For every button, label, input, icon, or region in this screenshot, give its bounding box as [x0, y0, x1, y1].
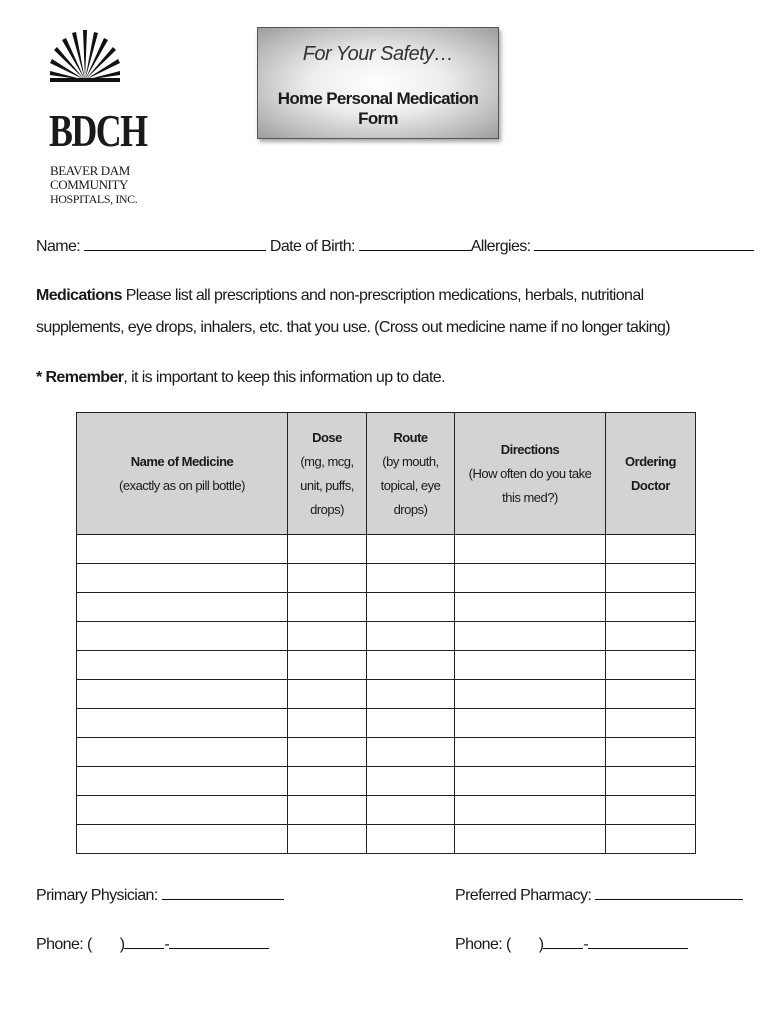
cell-dose[interactable]	[288, 564, 367, 593]
allergies-label: Allergies:	[470, 238, 531, 255]
hospital-logo	[48, 28, 147, 206]
name-field[interactable]	[84, 236, 266, 251]
table-row	[77, 593, 696, 622]
table-row	[77, 535, 696, 564]
dob-field[interactable]	[359, 236, 471, 251]
cell-route[interactable]	[367, 564, 455, 593]
table-row	[77, 651, 696, 680]
pharmacy-phone-prefix-field[interactable]	[543, 934, 583, 949]
form-title: Home Personal Medication Form	[277, 89, 479, 128]
cell-route[interactable]	[367, 796, 455, 825]
medications-text: Please list all prescriptions and non-prescription medications, herbals, nutritional supplements, eye drops, inhalers, etc. that you use. (Cross out medicine name if no longer taking)	[36, 287, 671, 336]
cell-dose[interactable]	[288, 767, 367, 796]
patient-info-line	[36, 236, 754, 256]
cell-dose[interactable]	[288, 796, 367, 825]
name-label: Name:	[36, 238, 81, 255]
cell-route[interactable]	[367, 535, 455, 564]
remember-heading: * Remember	[36, 369, 124, 386]
cell-name[interactable]	[77, 709, 288, 738]
physician-phone-prefix-field[interactable]	[124, 934, 164, 949]
header-name-of-medicine: Name of Medicine (exactly as on pill bottle)	[77, 413, 288, 535]
remember-note	[36, 362, 726, 394]
cell-name[interactable]	[77, 593, 288, 622]
table-header-row	[77, 413, 696, 535]
preferred-pharmacy-label: Preferred Pharmacy:	[455, 887, 592, 904]
cell-directions[interactable]	[455, 767, 606, 796]
cell-dose[interactable]	[288, 535, 367, 564]
pharmacy-phone-label: Phone: (	[455, 936, 511, 953]
physician-phone-number-field[interactable]	[169, 934, 269, 949]
cell-name[interactable]	[77, 796, 288, 825]
header-dose: Dose (mg, mcg, unit, puffs, drops)	[288, 413, 367, 535]
cell-name[interactable]	[77, 535, 288, 564]
table-row	[77, 738, 696, 767]
cell-directions[interactable]	[455, 564, 606, 593]
medications-instructions	[36, 280, 726, 344]
physician-phone-line: Phone: ( ) -	[36, 934, 269, 954]
remember-text: , it is important to keep this information up to date.	[123, 369, 445, 386]
primary-physician-line	[36, 885, 284, 905]
table-row	[77, 796, 696, 825]
cell-doctor[interactable]	[606, 593, 696, 622]
cell-route[interactable]	[367, 709, 455, 738]
cell-doctor[interactable]	[606, 622, 696, 651]
cell-doctor[interactable]	[606, 680, 696, 709]
header-directions: Directions (How often do you take this med?)	[455, 413, 606, 535]
header-ordering-doctor: Ordering Doctor	[606, 413, 696, 535]
preferred-pharmacy-line	[455, 885, 743, 905]
cell-directions[interactable]	[455, 651, 606, 680]
cell-dose[interactable]	[288, 738, 367, 767]
cell-directions[interactable]	[455, 680, 606, 709]
cell-route[interactable]	[367, 825, 455, 854]
logo-mark: BDCH	[49, 105, 147, 156]
primary-physician-label: Primary Physician:	[36, 887, 158, 904]
cell-dose[interactable]	[288, 593, 367, 622]
cell-directions[interactable]	[455, 825, 606, 854]
pharmacy-phone-line: Phone: ( ) -	[455, 934, 688, 954]
cell-doctor[interactable]	[606, 738, 696, 767]
cell-doctor[interactable]	[606, 564, 696, 593]
table-row	[77, 680, 696, 709]
cell-route[interactable]	[367, 651, 455, 680]
header-route: Route (by mouth, topical, eye drops)	[367, 413, 455, 535]
pharmacy-phone-number-field[interactable]	[588, 934, 688, 949]
dob-label: Date of Birth:	[269, 238, 355, 255]
primary-physician-field[interactable]	[162, 885, 284, 900]
cell-name[interactable]	[77, 767, 288, 796]
title-tagline: For Your Safety…	[302, 43, 454, 65]
table-row	[77, 825, 696, 854]
cell-directions[interactable]	[455, 535, 606, 564]
cell-dose[interactable]	[288, 709, 367, 738]
medications-heading: Medications	[36, 287, 122, 304]
cell-dose[interactable]	[288, 651, 367, 680]
cell-doctor[interactable]	[606, 709, 696, 738]
cell-name[interactable]	[77, 651, 288, 680]
cell-name[interactable]	[77, 680, 288, 709]
cell-directions[interactable]	[455, 738, 606, 767]
cell-name[interactable]	[77, 738, 288, 767]
cell-route[interactable]	[367, 593, 455, 622]
cell-doctor[interactable]	[606, 767, 696, 796]
table-row	[77, 709, 696, 738]
cell-directions[interactable]	[455, 593, 606, 622]
cell-doctor[interactable]	[606, 796, 696, 825]
form-title-box	[257, 27, 499, 139]
cell-doctor[interactable]	[606, 651, 696, 680]
cell-route[interactable]	[367, 738, 455, 767]
cell-doctor[interactable]	[606, 825, 696, 854]
cell-dose[interactable]	[288, 825, 367, 854]
cell-route[interactable]	[367, 767, 455, 796]
cell-directions[interactable]	[455, 709, 606, 738]
cell-name[interactable]	[77, 622, 288, 651]
cell-dose[interactable]	[288, 622, 367, 651]
cell-directions[interactable]	[455, 796, 606, 825]
cell-route[interactable]	[367, 680, 455, 709]
sunburst-icon	[50, 28, 120, 84]
cell-dose[interactable]	[288, 680, 367, 709]
cell-route[interactable]	[367, 622, 455, 651]
cell-name[interactable]	[77, 564, 288, 593]
physician-phone-label: Phone: (	[36, 936, 92, 953]
cell-name[interactable]	[77, 825, 288, 854]
logo-text: BEAVER DAM COMMUNITY HOSPITALS, INC.	[50, 163, 138, 206]
medication-table	[76, 412, 696, 854]
table-row	[77, 622, 696, 651]
preferred-pharmacy-field[interactable]	[595, 885, 743, 900]
cell-doctor[interactable]	[606, 535, 696, 564]
cell-directions[interactable]	[455, 622, 606, 651]
table-row	[77, 767, 696, 796]
allergies-field[interactable]	[534, 236, 754, 251]
table-row	[77, 564, 696, 593]
